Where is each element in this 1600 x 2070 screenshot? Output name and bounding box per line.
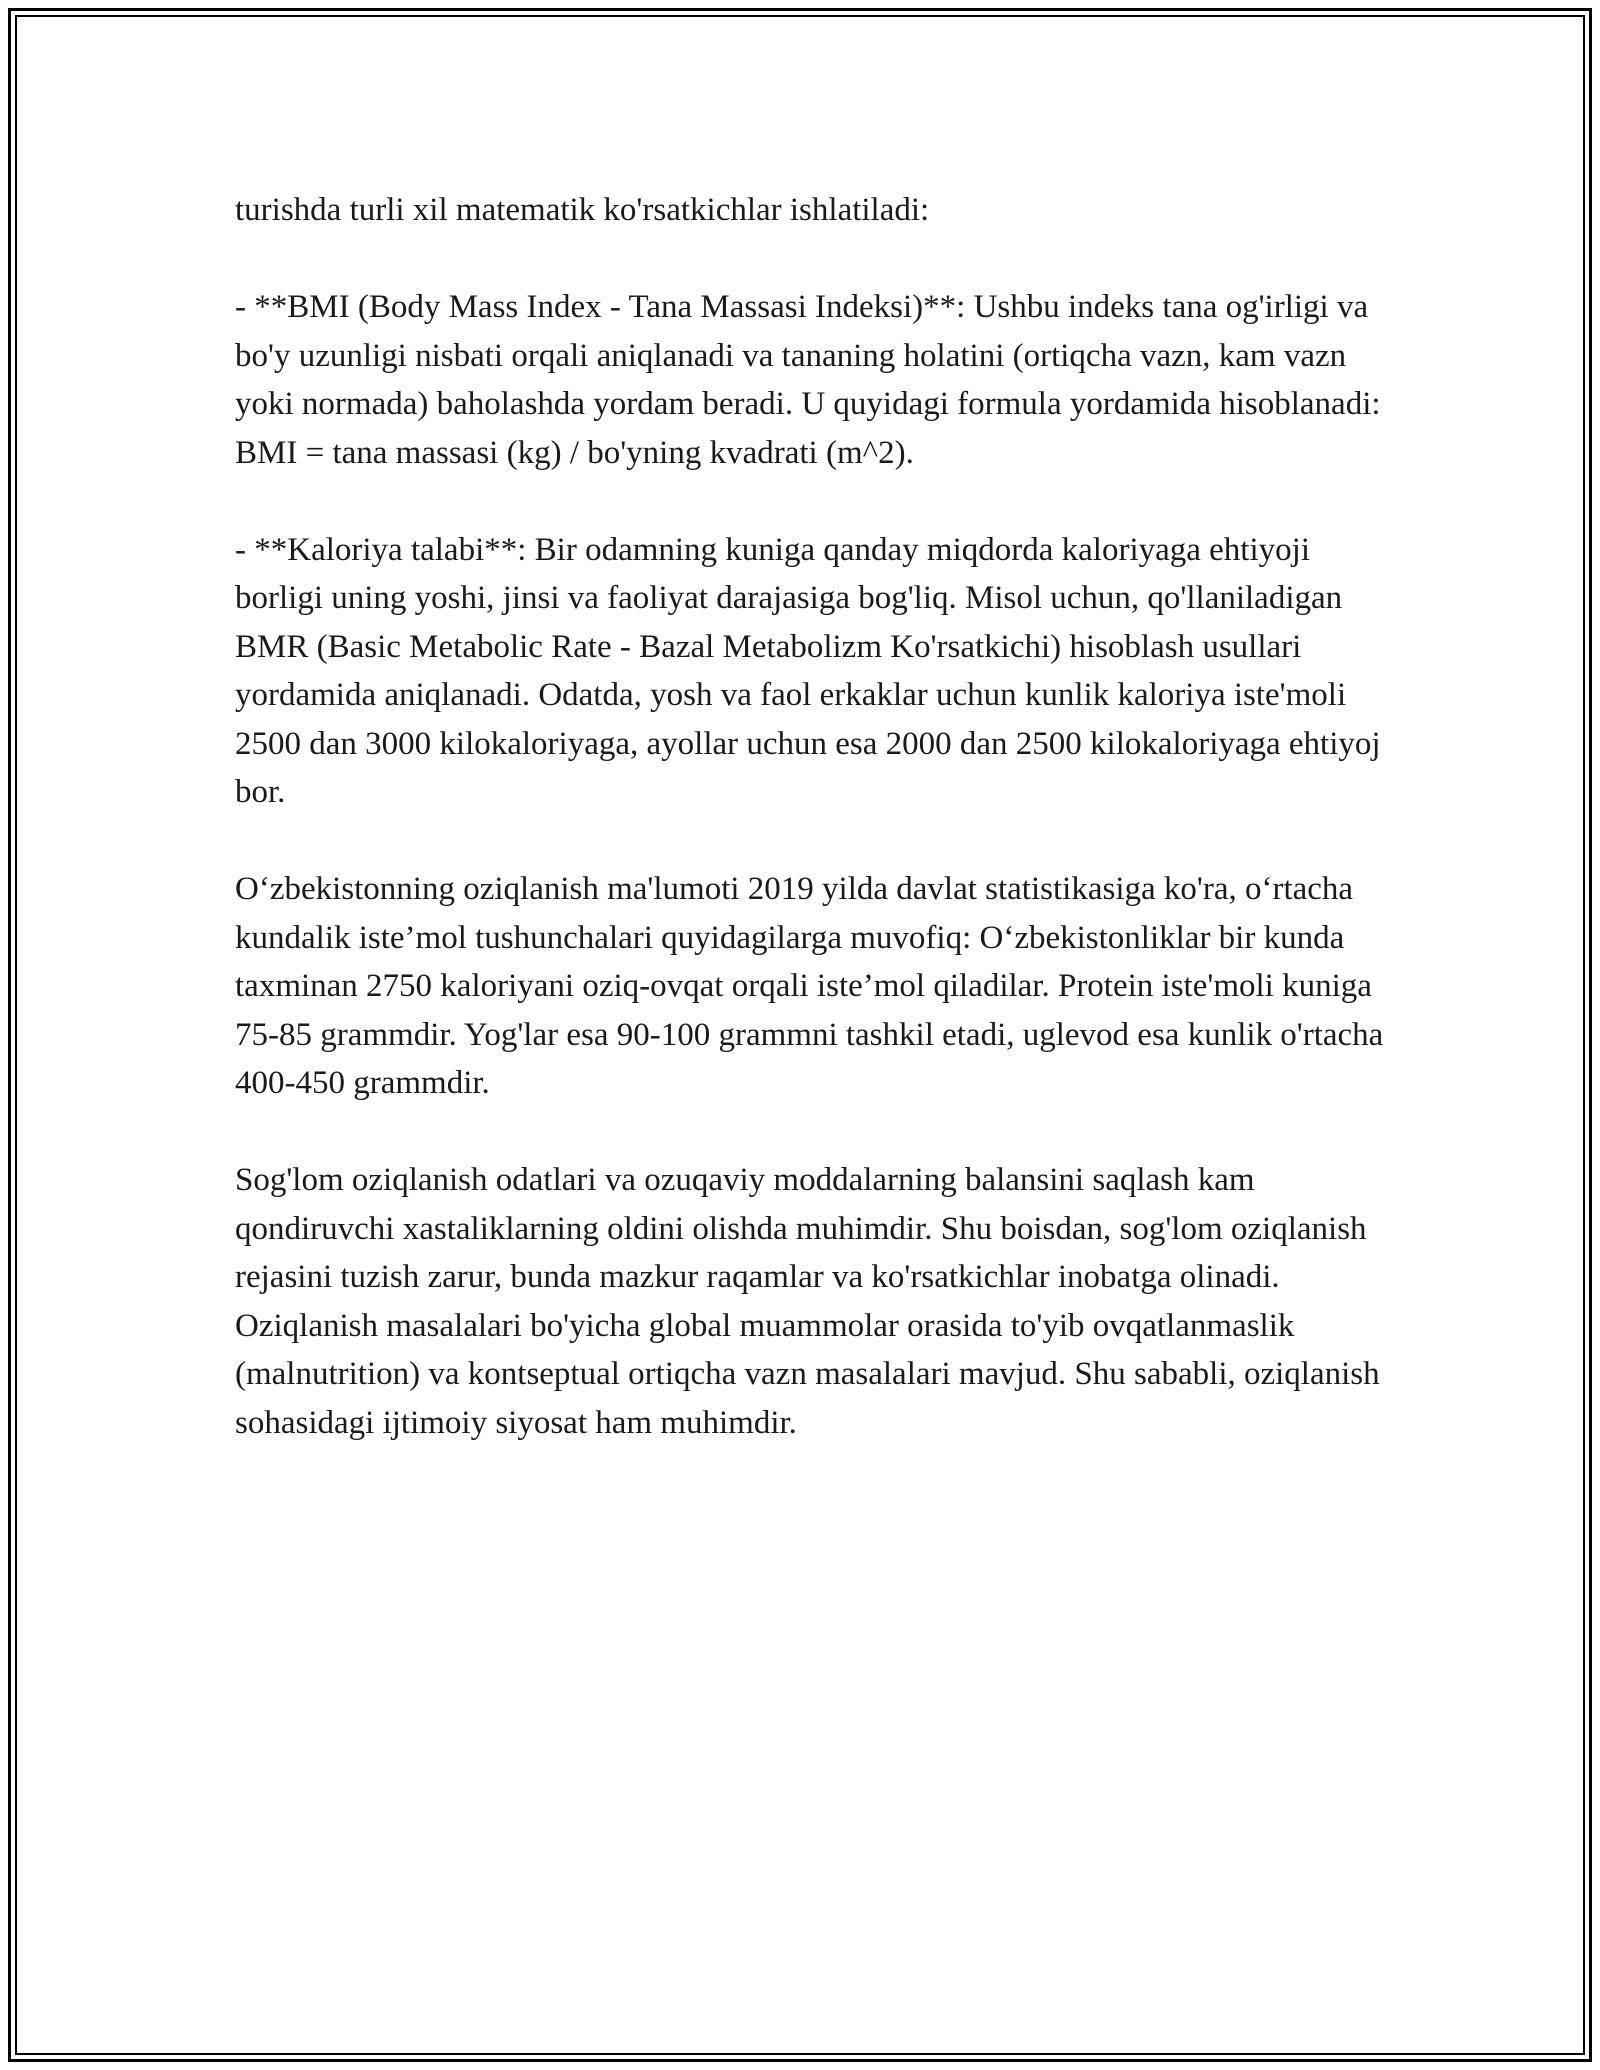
- paragraph-intro: turishda turli xil matematik ko'rsatkichlar ishlatiladi:: [235, 192, 930, 228]
- document-body: [235, 186, 1385, 1447]
- paragraph-bmi: - **BMI (Body Mass Index - Tana Massasi Indeksi)**: Ushbu indeks tana og'irligi va bo'y uzunligi nisbati orqali aniqlanadi va tananing holatini (ortiqcha vazn, kam vazn yoki normada) baholashda yordam beradi. U quyidagi formula yordamida hisoblanadi: BMI = tana massasi (kg) / bo'yning kvadrati (m^2).: [235, 289, 1381, 471]
- paragraph-uzbekistan-nutrition: O‘zbekistonning oziqlanish ma'lumoti 2019 yilda davlat statistikasiga ko'ra, o‘rtacha kundalik iste’mol tushunchalari quyidagilarga muvofiq: O‘zbekistonliklar bir kunda taxminan 2750 kaloriyani oziq-ovqat orqali iste’mol qiladilar. Protein iste'moli kuniga 75-85 grammdir. Yog'lar esa 90-100 grammni tashkil etadi, uglevod esa kunlik o'rtacha 400-450 grammdir.: [235, 871, 1384, 1101]
- paragraph-healthy-eating: Sog'lom oziqlanish odatlari va ozuqaviy moddalarning balansini saqlash kam qondiruvchi xastaliklarning oldini olishda muhimdir. Shu boisdan, sog'lom oziqlanish rejasini tuzish zarur, bunda mazkur raqamlar va ko'rsatkichlar inobatga olinadi. Oziqlanish masalalari bo'yicha global muammolar orasida to'yib ovqatlanmaslik (malnutrition) va kontseptual ortiqcha vazn masalalari mavjud. Shu sababli, oziqlanish sohasidagi ijtimoiy siyosat ham muhimdir.: [235, 1162, 1380, 1441]
- paragraph-calorie-requirement: - **Kaloriya talabi**: Bir odamning kuniga qanday miqdorda kaloriyaga ehtiyoji borligi uning yoshi, jinsi va faoliyat darajasiga bog'liq. Misol uchun, qo'llaniladigan BMR (Basic Metabolic Rate - Bazal Metabolizm Ko'rsatkichi) hisoblash usullari yordamida aniqlanadi. Odatda, yosh va faol erkaklar uchun kunlik kaloriya iste'moli 2500 dan 3000 kilokaloriyaga, ayollar uchun esa 2000 dan 2500 kilokaloriyaga ehtiyoj bor.: [235, 531, 1381, 810]
